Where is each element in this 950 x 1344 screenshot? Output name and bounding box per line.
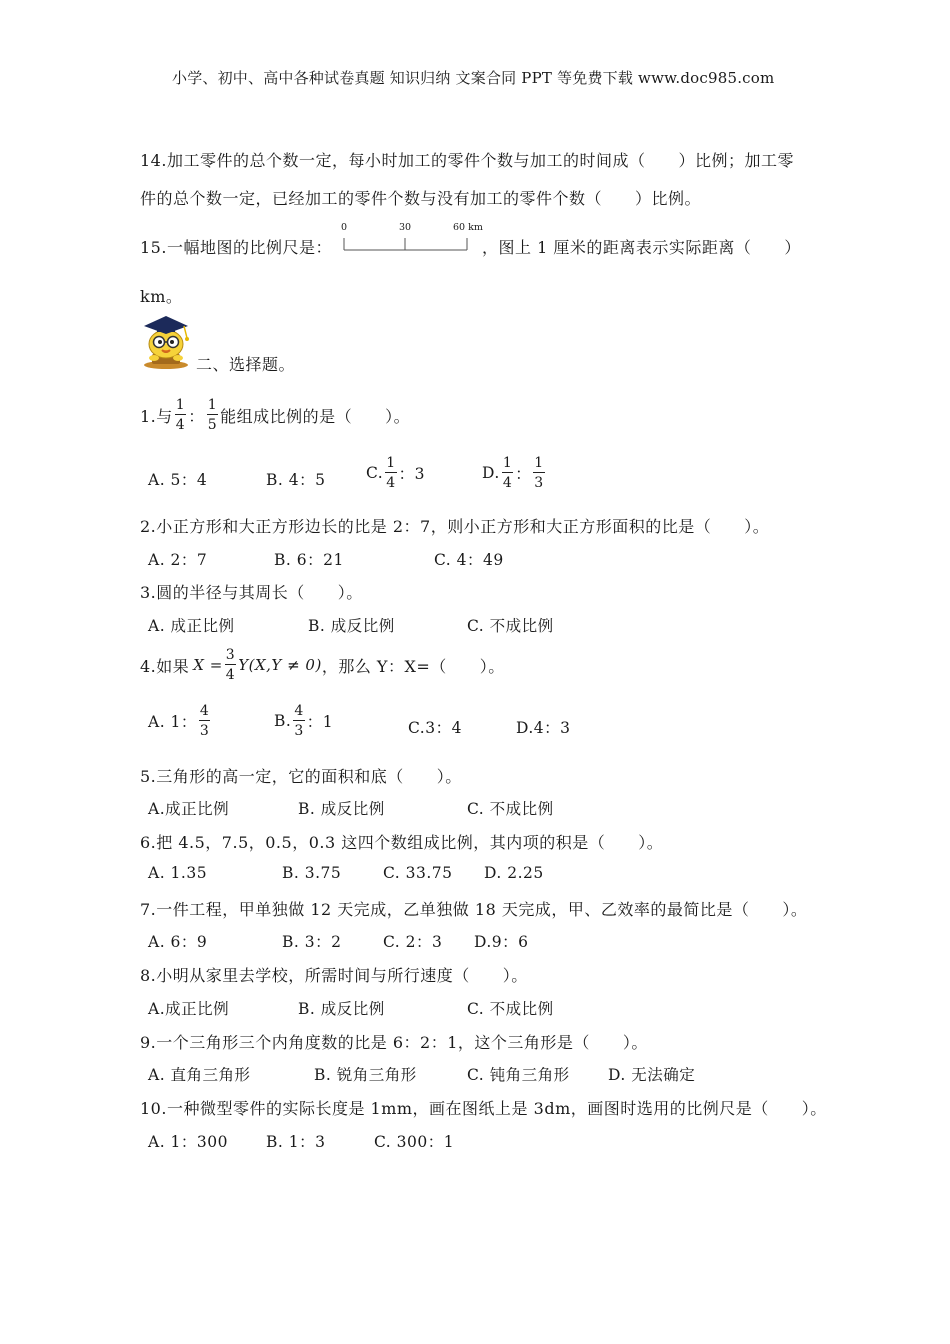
q4-option-c: C.3：4 (408, 719, 462, 737)
q1-f2-den: 5 (207, 417, 218, 433)
q4-option-d: D.4：3 (516, 719, 571, 737)
q3-option-a: A. 成正比例 (148, 617, 235, 635)
q10-option-b: B. 1：3 (266, 1133, 326, 1151)
q9-option-d: D. 无法确定 (608, 1066, 696, 1084)
scale-bar (338, 222, 483, 258)
q9-option-b: B. 锐角三角形 (314, 1066, 417, 1084)
q4-optb-num: 4 (294, 703, 304, 719)
q6-option-d: D. 2.25 (484, 864, 544, 882)
q4-opta-num: 4 (199, 703, 210, 719)
q1-optd-fraction-2 (533, 456, 544, 490)
mascot-icon (138, 312, 194, 370)
q3-option-c: C. 不成比例 (467, 617, 554, 635)
q4-opta-den: 3 (199, 723, 210, 739)
q4-option-a (148, 704, 212, 738)
q7-option-d: D.9：6 (474, 933, 529, 951)
q7-option-b: B. 3：2 (282, 933, 342, 951)
question-1 (140, 398, 410, 432)
q1-option-c (366, 456, 425, 490)
q4-rhs: Y(X,Y ≠ 0) (238, 656, 322, 674)
section-title: 二、选择题。 (196, 355, 296, 374)
q1-prefix: 1.与 (140, 406, 173, 426)
q4-optb-prefix: B. (274, 712, 292, 730)
question-15-line2: km。 (140, 287, 183, 306)
q4-opta-fraction (199, 704, 210, 738)
q1-suffix: 能组成比例的是（ ）。 (220, 406, 411, 426)
q10-option-a: A. 1：300 (148, 1133, 228, 1151)
q10-option-c: C. 300：1 (374, 1133, 455, 1151)
scale-label-60: 60 km (453, 222, 483, 233)
q2-option-c: C. 4：49 (434, 551, 504, 569)
q1-optd-prefix: D. (482, 464, 500, 482)
question-10: 10.一种微型零件的实际长度是 1mm，画在图纸上是 3dm，画图时选用的比例尺是（ ）。 (140, 1099, 827, 1118)
q6-option-b: B. 3.75 (282, 864, 342, 882)
q7-option-a: A. 6：9 (148, 933, 208, 951)
q1-f1-den: 4 (175, 417, 186, 433)
question-7: 7.一件工程，甲单独做 12 天完成，乙单独做 18 天完成，甲、乙效率的最简比是（ ）。 (140, 900, 808, 919)
q3-option-b: B. 成反比例 (308, 617, 395, 635)
question-5: 5.三角形的高一定，它的面积和底（ ）。 (140, 767, 462, 786)
q1-option-a: A. 5：4 (148, 471, 208, 489)
q4-optb-suffix: ：1 (306, 713, 334, 731)
page-header: 小学、初中、高中各种试卷真题 知识归纳 文案合同 PPT 等免费下载 www.doc985.com (172, 69, 775, 87)
q4-fraction (225, 648, 236, 682)
q1-optd-colon: ： (515, 465, 532, 483)
q1-optc-den: 4 (386, 475, 396, 491)
q1-f1-num: 1 (175, 397, 186, 413)
q4-f-num: 3 (225, 647, 236, 663)
question-14-line1: 14.加工零件的总个数一定，每小时加工的零件个数与加工的时间成（ ）比例；加工零 (140, 151, 794, 170)
q1-f2-num: 1 (207, 397, 218, 413)
q1-optd-f1-num: 1 (502, 455, 513, 471)
q1-optc-suffix: ：3 (398, 465, 426, 483)
q2-option-b: B. 6：21 (274, 551, 344, 569)
q1-optd-f2-den: 3 (534, 475, 544, 491)
scale-label-0: 0 (341, 222, 348, 233)
q1-optd-fraction-1 (502, 456, 513, 490)
scale-label-30: 30 (399, 222, 412, 233)
q4-suffix: ，那么 Y：X=（ ）。 (321, 656, 505, 676)
question-3: 3.圆的半径与其周长（ ）。 (140, 583, 363, 602)
q1-optc-num: 1 (386, 455, 396, 471)
q2-option-a: A. 2：7 (148, 551, 208, 569)
q8-option-c: C. 不成比例 (467, 1000, 554, 1018)
q6-option-c: C. 33.75 (383, 864, 453, 882)
q6-option-a: A. 1.35 (148, 864, 208, 882)
q9-option-a: A. 直角三角形 (148, 1066, 251, 1084)
q1-optd-f2-num: 1 (534, 455, 544, 471)
q8-option-b: B. 成反比例 (298, 1000, 385, 1018)
q1-optc-fraction (385, 456, 396, 490)
q1-fraction-1 (175, 398, 186, 432)
question-15-prefix: 15.一幅地图的比例尺是： (140, 238, 332, 257)
question-6: 6.把 4.5，7.5，0.5，0.3 这四个数组成比例，其内项的积是（ ）。 (140, 833, 664, 852)
q4-lhs: X = (193, 656, 223, 674)
q5-option-b: B. 成反比例 (298, 800, 385, 818)
question-14-line2: 件的总个数一定，已经加工的零件个数与没有加工的零件个数（ ）比例。 (140, 189, 702, 208)
q1-fraction-2 (207, 398, 218, 432)
q4-optb-fraction (293, 704, 304, 738)
q1-option-d (482, 456, 547, 490)
q9-option-c: C. 钝角三角形 (467, 1066, 570, 1084)
q1-optd-f1-den: 4 (502, 475, 513, 491)
q4-f-den: 4 (225, 667, 236, 683)
q5-option-c: C. 不成比例 (467, 800, 554, 818)
q4-opta-prefix: A. 1： (148, 713, 197, 731)
question-8: 8.小明从家里去学校，所需时间与所行速度（ ）。 (140, 966, 528, 985)
q1-optc-prefix: C. (366, 464, 384, 482)
question-2: 2.小正方形和大正方形边长的比是 2：7，则小正方形和大正方形面积的比是（ ）。 (140, 517, 770, 536)
q8-option-a: A.成正比例 (148, 1000, 230, 1018)
question-4 (140, 648, 505, 682)
question-9: 9.一个三角形三个内角度数的比是 6：2：1，这个三角形是（ ）。 (140, 1033, 648, 1052)
q5-option-a: A.成正比例 (148, 800, 230, 818)
q7-option-c: C. 2：3 (383, 933, 443, 951)
q1-colon: ： (188, 406, 205, 426)
question-15-suffix: ，图上 1 厘米的距离表示实际距离（ ） (482, 238, 801, 257)
q4-prefix: 4.如果 (140, 656, 190, 676)
q4-optb-den: 3 (294, 723, 304, 739)
q4-option-b (274, 704, 333, 738)
q1-option-b: B. 4：5 (266, 471, 326, 489)
